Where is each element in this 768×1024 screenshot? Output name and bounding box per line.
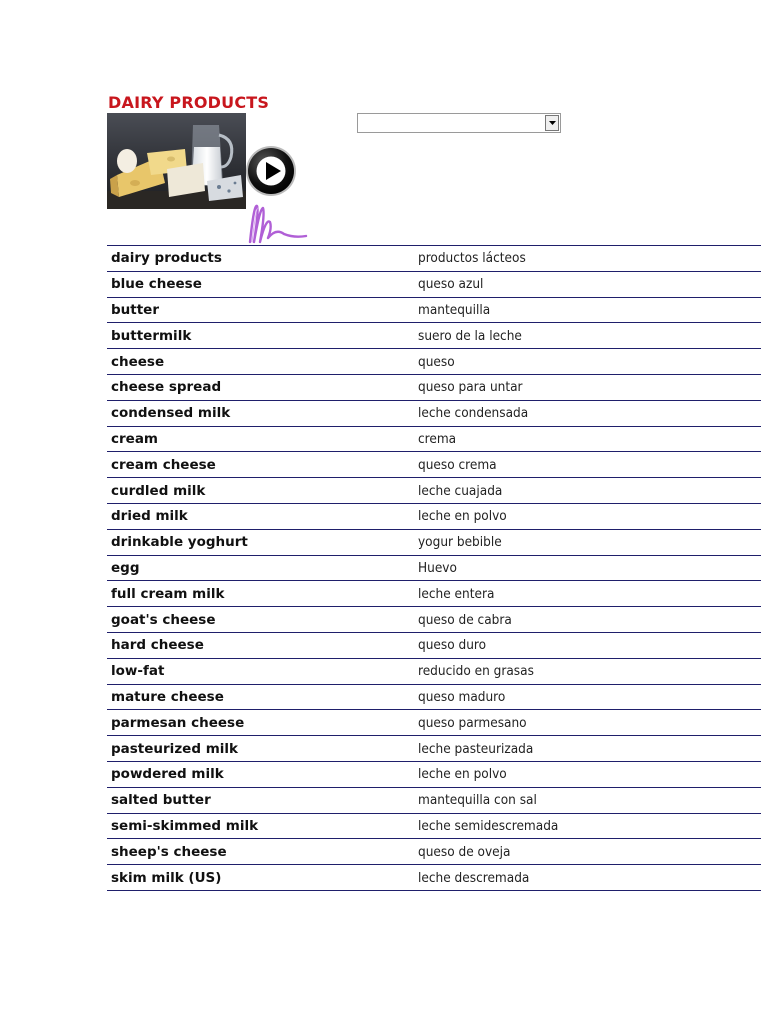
spanish-translation: queso maduro <box>418 688 506 705</box>
table-row <box>107 787 761 813</box>
table-row <box>107 607 761 633</box>
spanish-translation: productos lácteos <box>418 250 526 267</box>
english-term: curdled milk <box>111 482 206 499</box>
spanish-translation: queso crema <box>418 456 497 473</box>
spanish-translation: queso azul <box>418 276 484 293</box>
table-row <box>107 246 761 272</box>
spanish-translation: leche en polvo <box>418 766 507 783</box>
spanish-translation: mantequilla con sal <box>418 792 537 809</box>
table-row <box>107 400 761 426</box>
english-term: hard cheese <box>111 637 204 654</box>
table-row <box>107 452 761 478</box>
table-row <box>107 684 761 710</box>
table-row <box>107 271 761 297</box>
english-term: cheese spread <box>111 379 222 396</box>
english-term: buttermilk <box>111 327 192 344</box>
english-term: semi-skimmed milk <box>111 817 259 834</box>
english-term: sheep's cheese <box>111 843 227 860</box>
english-term: pasteurized milk <box>111 740 238 757</box>
english-term: dried milk <box>111 508 188 525</box>
pen-scribble-icon <box>246 198 310 246</box>
english-term: cream cheese <box>111 456 216 473</box>
table-row <box>107 323 761 349</box>
english-term: parmesan cheese <box>111 714 245 731</box>
spanish-translation: crema <box>418 430 457 447</box>
english-term: mature cheese <box>111 688 224 705</box>
english-term: salted butter <box>111 792 211 809</box>
english-term: cream <box>111 430 158 447</box>
table-row <box>107 813 761 839</box>
table-row <box>107 374 761 400</box>
table-row <box>107 632 761 658</box>
spanish-translation: leche condensada <box>418 405 529 422</box>
table-row <box>107 555 761 581</box>
english-term: goat's cheese <box>111 611 216 628</box>
page-title: DAIRY PRODUCTS <box>108 93 270 112</box>
spanish-translation: leche en polvo <box>418 508 507 525</box>
table-row <box>107 736 761 762</box>
spanish-translation: mantequilla <box>418 301 491 318</box>
spanish-translation: reducido en grasas <box>418 663 534 680</box>
table-row <box>107 478 761 504</box>
english-term: cheese <box>111 353 165 370</box>
table-row <box>107 426 761 452</box>
spanish-translation: leche descremada <box>418 869 530 886</box>
spanish-translation: leche pasteurizada <box>418 740 534 757</box>
play-circle-icon[interactable] <box>245 145 297 197</box>
table-row <box>107 658 761 684</box>
english-term: dairy products <box>111 250 222 267</box>
english-term: blue cheese <box>111 276 202 293</box>
table-row <box>107 710 761 736</box>
vocabulary-table <box>107 245 761 891</box>
spanish-translation: queso de cabra <box>418 611 512 628</box>
english-term: full cream milk <box>111 585 225 602</box>
table-row <box>107 761 761 787</box>
dairy-products-photo <box>107 113 246 209</box>
table-row <box>107 839 761 865</box>
spanish-translation: suero de la leche <box>418 327 522 344</box>
spanish-translation: queso <box>418 353 455 370</box>
english-term: powdered milk <box>111 766 224 783</box>
spanish-translation: leche semidescremada <box>418 817 559 834</box>
english-term: low-fat <box>111 663 165 680</box>
spanish-translation: queso de oveja <box>418 843 511 860</box>
table-row <box>107 503 761 529</box>
spanish-translation: queso para untar <box>418 379 523 396</box>
spanish-translation: yogur bebible <box>418 534 502 551</box>
table-row <box>107 297 761 323</box>
english-term: egg <box>111 559 140 576</box>
spanish-translation: leche cuajada <box>418 482 503 499</box>
spanish-translation: Huevo <box>418 559 457 576</box>
spanish-translation: queso duro <box>418 637 487 654</box>
english-term: condensed milk <box>111 405 231 422</box>
table-row <box>107 865 761 891</box>
table-row <box>107 349 761 375</box>
spanish-translation: leche entera <box>418 585 495 602</box>
english-term: skim milk (US) <box>111 869 222 886</box>
spanish-translation: queso parmesano <box>418 714 527 731</box>
english-term: drinkable yoghurt <box>111 534 248 551</box>
english-term: butter <box>111 301 159 318</box>
table-row <box>107 581 761 607</box>
chevron-down-icon[interactable] <box>545 115 559 131</box>
table-row <box>107 529 761 555</box>
dropdown-select[interactable] <box>357 113 561 133</box>
